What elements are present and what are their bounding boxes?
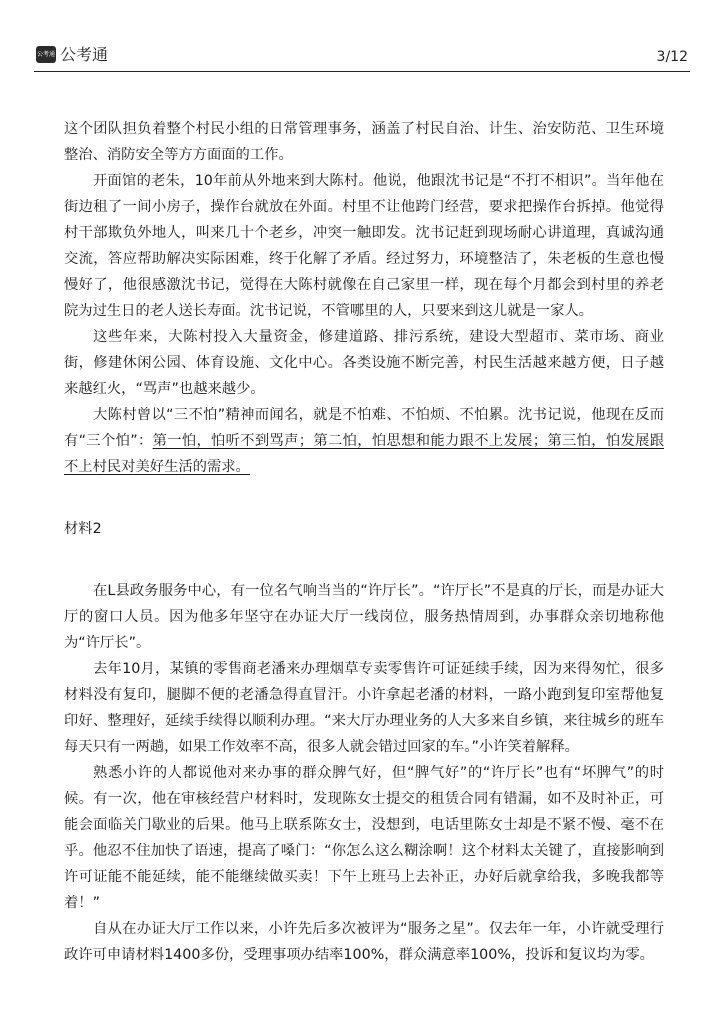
paragraph: 这些年来，大陈村投入大量资金，修建道路、排污系统，建设大型超市、菜市场、商业街，修建休闲公园、体育设施、文化中心。各类设施不断完善，村民生活越来越方便，日子越来越红火，“骂声”也越来越少。 (64, 329, 664, 397)
paragraph: 自从在办证大厅工作以来，小许先后多次被评为“服务之星”。仅去年一年，小许就受理行政许可申请材料1400多份，受理事项办结率100%，群众满意率100%，投诉和复议均为零。 (64, 921, 664, 963)
page-header (36, 44, 690, 70)
paragraph-intro: 大陈村曾以“三不怕”精神而闻名，就是不怕难、不怕烦、不怕累。沈书记说，他现在反而有“三个怕”： (64, 407, 664, 449)
brand-name: 公考通 (60, 45, 109, 64)
paragraph (64, 402, 664, 480)
underlined-text: 第一怕，怕听不到骂声；第二怕，怕思想和能力跟不上发展；第三怕，怕发展跟不上村民对美好生活的需求。 (64, 433, 664, 475)
brand-logo-icon: 公考通 (36, 46, 56, 63)
page-number: 3/12 (656, 49, 688, 65)
document-body (64, 116, 664, 968)
paragraph: 开面馆的老朱，10年前从外地来到大陈村。他说，他跟沈书记是“不打不相识”。当年他在街边租了一间小房子，操作台就放在外面。村里不让他跨门经营，要求把操作台拆掉。他觉得村干部欺负外地人，叫来几十个老乡，冲突一触即发。沈书记赶到现场耐心讲道理，真诚沟通交流，答应帮助解决实际困难，终于化解了矛盾。经过努力，环境整洁了，朱老板的生意也慢慢好了，他很感激沈书记，觉得在大陈村就像在自己家里一样，现在每个月都会到村里的养老院为过生日的老人送长寿面。沈书记说，不管哪里的人，只要来到这儿就是一家人。 (64, 173, 664, 319)
section-title: 材料2 (64, 521, 102, 537)
paragraph: 熟悉小许的人都说他对来办事的群众脾气好，但“脾气好”的“许厅长”也有“坏脾气”的时候。有一次，他在审核经营户材料时，发现陈女士提交的租赁合同有错漏，如不及时补正，可能会面临关门歇业的后果。他马上联系陈女士，没想到，电话里陈女士却是不紧不慢、毫不在乎。他忍不住加快了语速，提高了嗓门：“你怎么这么糊涂啊！这个材料太关键了，直接影响到许可证能不能延续，能不能继续做买卖！下午上班马上去补正，办好后就拿给我，多晚我都等着！” (64, 765, 664, 911)
paragraph: 这个团队担负着整个村民小组的日常管理事务，涵盖了村民自治、计生、治安防范、卫生环境整治、消防安全等方方面面的工作。 (64, 121, 664, 163)
paragraph: 去年10月，某镇的零售商老潘来办理烟草专卖零售许可证延续手续，因为来得匆忙，很多材料没有复印，腿脚不便的老潘急得直冒汗。小许拿起老潘的材料，一路小跑到复印室帮他复印好、整理好，延续手续得以顺利办理。“来大厅办理业务的人大多来自乡镇，来往城乡的班车每天只有一两趟，如果工作效率不高，很多人就会错过回家的车。”小许笑着解释。 (64, 661, 664, 755)
header-divider (34, 71, 690, 72)
paragraph: 在L县政务服务中心，有一位名气响当当的“许厅长”。“许厅长”不是真的厅长，而是办证大厅的窗口人员。因为他多年坚守在办证大厅一线岗位，服务热情周到，办事群众亲切地称他为“许厅长”。 (64, 583, 664, 651)
